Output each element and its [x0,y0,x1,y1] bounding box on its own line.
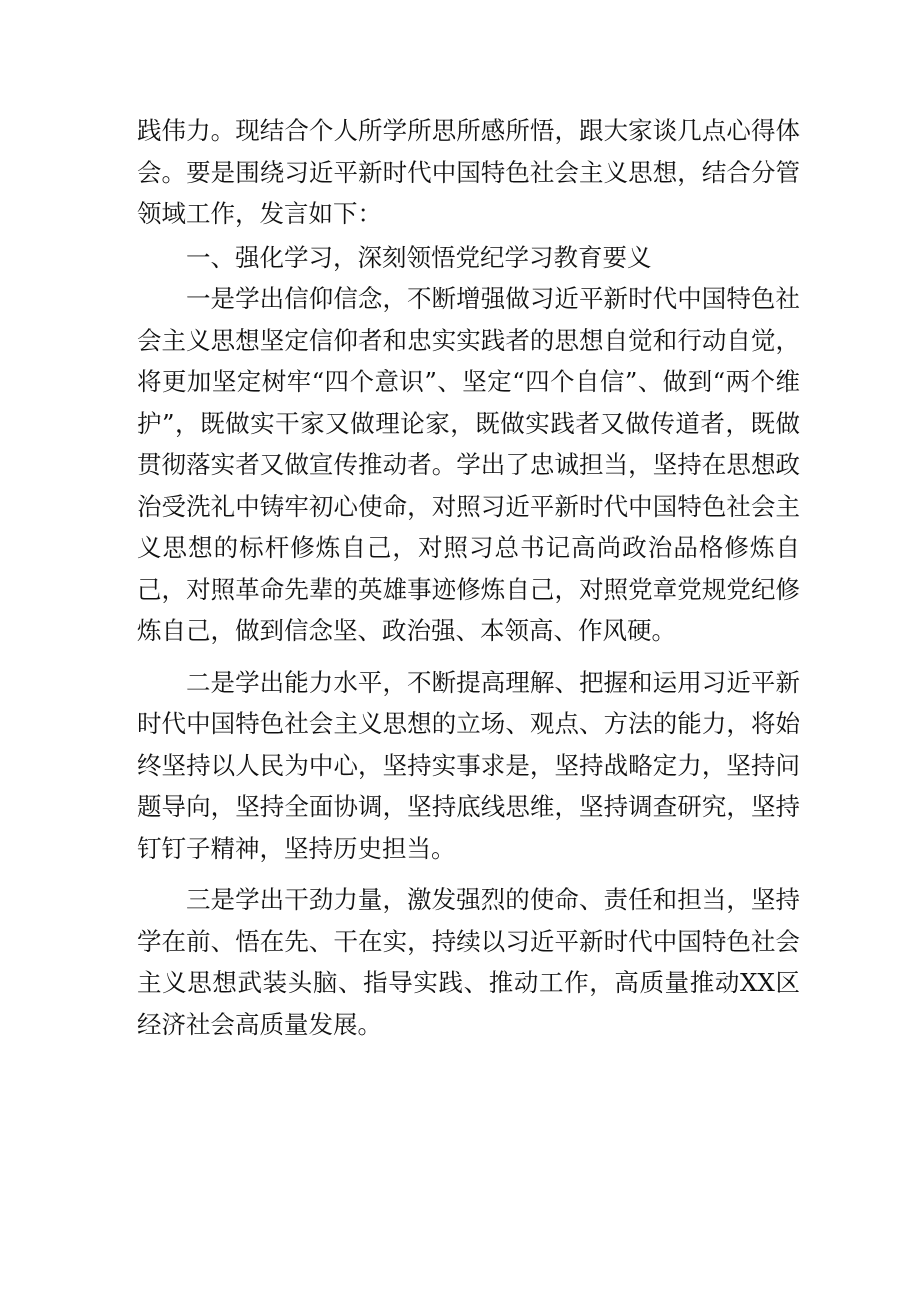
section-heading: 一、强化学习，深刻领悟党纪学习教育要义 [186,242,652,272]
document-page [137,110,800,1045]
point-1-paragraph: 一是学出信仰信念，不断增强做习近平新时代中国特色社会主义思想坚定信仰者和忠实实践者的思想自觉和行动自觉，将更加坚定树牢“四个意识”、坚定“四个自信”、做到“两个维护”，既做实干家又做理论家，既做实践者又做传道者，既做贯彻落实者又做宣传推动者。学出了忠诚担当，坚持在思想政治受洗礼中铸牢初心使命，对照习近平新时代中国特色社会主义思想的标杆修炼自己，对照习总书记高尚政治品格修炼自己，对照革命先辈的英雄事迹修炼自己，对照党章党规党纪修炼自己，做到信念坚、政治强、本领高、作风硬。 [137,284,800,645]
point-2-paragraph: 二是学出能力水平，不断提高理解、把握和运用习近平新时代中国特色社会主义思想的立场、观点、方法的能力，将始终坚持以人民为中心，坚持实事求是，坚持战略定力，坚持问题导向，坚持全面协调，坚持底线思维，坚持调查研究，坚持钉钉子精神，坚持历史担当。 [137,667,800,863]
intro-paragraph: 践伟力。现结合个人所学所思所感所悟，跟大家谈几点心得体会。要是围绕习近平新时代中国特色社会主义思想，结合分管领域工作，发言如下： [137,116,800,228]
point-3-paragraph: 三是学出干劲力量，激发强烈的使命、责任和担当，坚持学在前、悟在先、干在实，持续以习近平新时代中国特色社会主义思想武装头脑、指导实践、推动工作，高质量推动XX区经济社会高质量发展。 [137,885,800,1039]
